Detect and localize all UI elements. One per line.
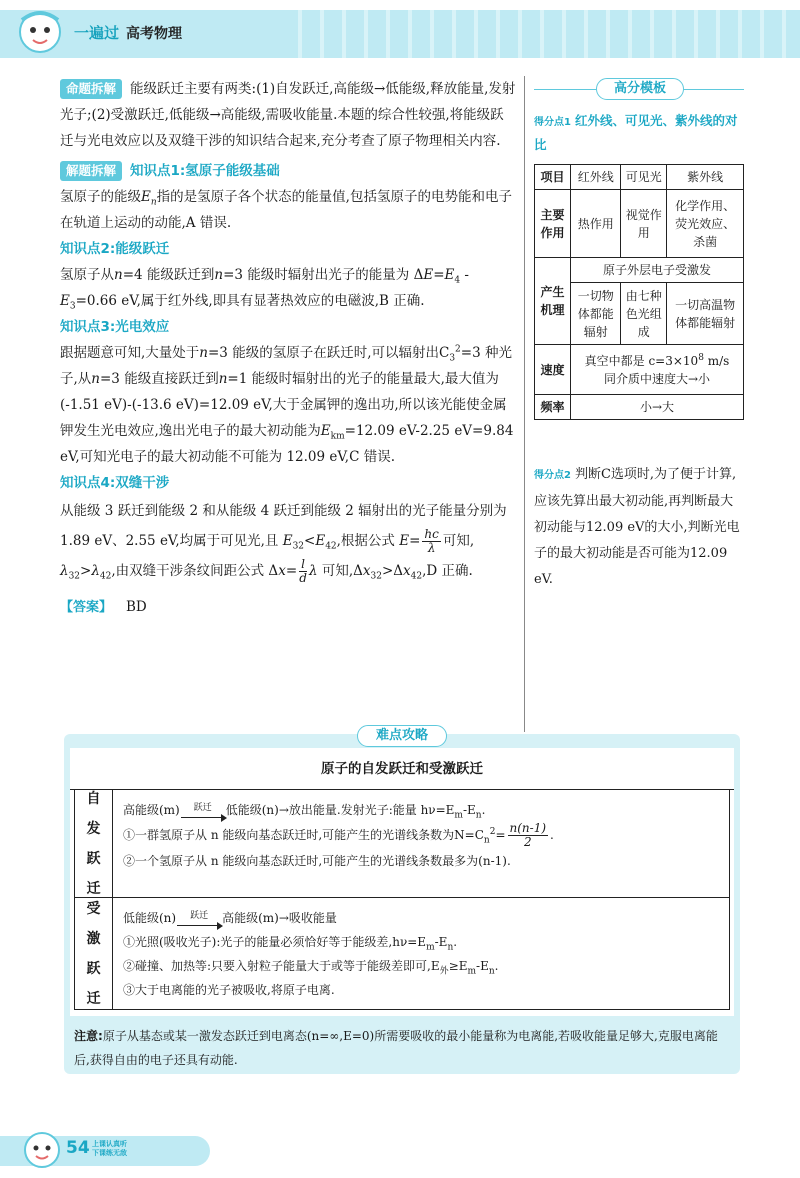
page-footer <box>0 1116 800 1178</box>
frac-den: 2 <box>523 835 532 849</box>
point1-title: 红外线、可见光、紫外线的对比 <box>534 113 738 152</box>
kp3-text-f: =12.09 eV-2.25 eV=9.84 eV,可知光电子的最大初动能不可能为 12.09 eV,C 错误. <box>60 423 514 465</box>
table-cell: 一切物体都能辐射 <box>571 283 621 345</box>
kp2-text-a: 氢原子从 <box>60 267 114 283</box>
kp4-text-d: ,由双缝干涉条纹间距公式 Δ <box>111 563 279 579</box>
text: -E <box>462 803 476 817</box>
note-text: 原子从基态或某一激发态跃迁到电离态(n=∞,E=0)所需要吸收的最小能量称为电离能,若吸收能量足够大,克服电离能后,获得自由的电子还具有动能. <box>74 1029 718 1067</box>
solution-column <box>60 76 516 615</box>
note-paragraph <box>74 1024 730 1072</box>
point1-heading <box>534 110 744 156</box>
kp4-text-f: ,D 正确. <box>422 563 473 579</box>
mascot-icon <box>14 6 66 62</box>
knowledge-point-1: 知识点1:氢原子能级基础 <box>130 163 280 179</box>
page-header <box>0 0 800 68</box>
row-label-char: 发 <box>86 820 101 837</box>
table-cell: 小→大 <box>571 395 744 420</box>
series-name: 一遍过 <box>74 24 120 42</box>
formula-hc-lambda: $\frac{hc}{\lambda}$ <box>424 527 439 555</box>
text: ②碰撞、加热等:只要入射粒子能量大于或等于能级差即可,E <box>123 959 440 973</box>
stimulated-line-2: ①光照(吸收光子):光子的能量必须恰好等于能级差$,h\nu=E_m-E_n$. <box>123 935 458 953</box>
text: -E <box>434 935 448 949</box>
kp3-text-d: =3 能级直接跃迁到 <box>100 371 219 387</box>
kp4-text-c: 可知, <box>442 533 475 549</box>
text: = <box>495 828 506 842</box>
formula-line-count <box>508 822 549 849</box>
kp3-text-c: =3 种光子,从 <box>60 345 512 387</box>
header-stripes <box>280 10 800 58</box>
text: 低能级(n)→放出能量.发射光子:能量 hν=E <box>225 803 455 817</box>
table-row-label: 速度 <box>535 345 571 395</box>
row-label-char: 跃 <box>86 960 101 977</box>
tips-title: 高分模板 <box>596 78 684 100</box>
table-row <box>535 258 744 283</box>
point2-text: 判断C选项时,为了便于计算,应该先算出最大初动能,再判断最大初动能与12.09 eV的大小,判断光电子的最大初动能是否可能为12.09 eV. <box>534 467 740 587</box>
subject-name: 高考物理 <box>126 26 182 42</box>
tips-column <box>534 78 744 593</box>
row-label-char: 迁 <box>86 990 101 1007</box>
point2-badge: 得分点2 <box>534 470 571 481</box>
spontaneous-body <box>123 798 723 873</box>
stimulated-body <box>123 906 723 1002</box>
table-cell: 化学作用、荧光效应、杀菌 <box>667 190 744 258</box>
column-divider <box>524 76 525 732</box>
kp2-text-b: =4 能级跃迁到 <box>122 267 215 283</box>
spontaneous-line-3: ②一个氢原子从 n 能级向基态跃迁时,可能产生的光谱线条数最多为(n-1). <box>123 854 511 868</box>
kp1-text-b: 指的是氢原子各个状态的能量值,包括氢原子的电势能和电子在轨道上运动的动能,A 错误. <box>60 189 512 231</box>
table-row <box>535 190 744 258</box>
kp1-text: 氢原子的能级$E_n$指的是氢原子各个状态的能量值,包括氢原子的电势能和电子在轨道上运动的动能,A 错误. <box>60 189 512 231</box>
knowledge-point-3: 知识点3:光电效应 <box>60 319 170 335</box>
table-header-cell: 紫外线 <box>667 165 744 190</box>
tag-solution: 解题拆解 <box>60 161 122 181</box>
difficult-points-title: 难点攻略 <box>357 725 447 747</box>
answer-label: 【答案】 <box>60 600 113 615</box>
point1-badge: 得分点1 <box>534 117 571 128</box>
formula-l-d: $\frac{l}{d}$ <box>299 557 307 585</box>
comparison-table <box>534 164 744 420</box>
text: 高能级(m) <box>123 803 180 817</box>
text: ①光照(吸收光子):光子的能量必须恰好等于能级差,hν=E <box>123 935 427 949</box>
arrow-label: 跃迁 <box>193 803 212 813</box>
stimulated-line-4: ③大于电离能的光子被吸收,将原子电离. <box>123 983 335 997</box>
footer-slogan <box>92 1140 127 1158</box>
row-label-char: 受 <box>86 900 101 917</box>
text: -E <box>476 959 489 973</box>
point2-paragraph <box>534 462 744 593</box>
text: ≥E <box>448 959 468 973</box>
frac-num: n(n-1) <box>509 821 547 835</box>
table-header-cell: 可见光 <box>621 165 667 190</box>
answer-line <box>60 596 516 615</box>
table-header-cell: 红外线 <box>571 165 621 190</box>
table-cell: 由七种色光组成 <box>621 283 667 345</box>
kp3-text-e: =1 能级时辐射出的光子的能量最大,最大值为(-1.51 eV)-(-13.6 eV)=12.09 eV,大于金属钾的逸出功,所以该光能使金属钾发生光电效应,逸出光电子的最大初动能为 <box>60 371 507 439</box>
mascot-icon <box>20 1126 64 1172</box>
spontaneous-label <box>75 790 113 897</box>
knowledge-point-2: 知识点2:能级跃迁 <box>60 241 170 257</box>
row-label-char: 激 <box>86 930 101 947</box>
row-label-char: 跃 <box>86 850 101 867</box>
text: 高能级(m)→吸收能量 <box>222 911 337 925</box>
kp4-text: 从能级 3 跃迁到能级 2 和从能级 4 跃迁到能级 2 辐射出的光子能量分别为 1.89 eV、2.55 eV,均属于可见光,且 $E_{32}<E_{42}$,根据公式 E= $\frac{hc}{\lambda}$ 可知, $\lambda_{32}>\lambda_{42}$,由双缝干涉条纹间距公式 Δx= $\frac{l}{d}$ λ 可知$,\Delta x_{32}>\Delta x_{42},D$ 正确. <box>60 503 507 585</box>
difficult-points-box <box>64 728 740 1074</box>
arrow-label: 跃迁 <box>190 911 209 921</box>
slogan-line-2: 下课练无敌 <box>92 1149 127 1157</box>
kp4-text-e: 可知,Δ <box>321 563 363 579</box>
table-row-label: 主要作用 <box>535 190 571 258</box>
table-row <box>535 395 744 420</box>
table-cell: 真空中都是 $c=3\times 10^8$ m/s 同介质中速度大→小 <box>571 345 744 395</box>
stimulated-label <box>75 898 113 1009</box>
kp3-text-a: 跟据题意可知,大量处于 <box>60 345 200 361</box>
table-header-cell: 项目 <box>535 165 571 190</box>
kp3-text-b: =3 能级的氢原子在跃迁时,可以辐射出C <box>208 345 450 361</box>
slogan-line-1: 上课认真听 <box>92 1140 127 1148</box>
row-label-char: 自 <box>86 790 101 807</box>
kp2-text-d: =0.66 eV,属于红外线,即具有显著热效应的电磁波,B 正确. <box>75 293 425 309</box>
transition-table-head: 原子的自发跃迁和受激跃迁 <box>70 748 734 790</box>
table-cell: 视觉作用 <box>621 190 667 258</box>
spontaneous-row <box>74 790 730 898</box>
table-cell: 一切高温物体都能辐射 <box>667 283 744 345</box>
answer-value: BD <box>126 599 147 615</box>
tips-title-bar <box>534 78 744 100</box>
speed-unit: m/s <box>703 353 730 368</box>
kp1-text-a: 氢原子的能级 <box>60 189 141 205</box>
kp4-text-a: 从能级 3 跃迁到能级 2 和从能级 4 跃迁到能级 2 辐射出的光子能量分别为 1.89 eV、2.55 eV,均属于可见光,且 <box>60 503 507 549</box>
tag-analysis: 命题拆解 <box>60 79 122 99</box>
row-label-char: 迁 <box>86 880 101 897</box>
kp2-text: 氢原子从n=4 能级跃迁到n=3 能级时辐射出光子的能量为 $\Delta E=E_4 - E_3=0.66$ eV,属于红外线,即具有显著热效应的电磁波,B 正确. <box>60 267 469 312</box>
spontaneous-line-1: 高能级(m) 跃迁 低能级(n)→放出能量.发射光子:能量 $h\nu=E_m-E_n$. <box>123 803 486 821</box>
transition-arrow-icon <box>181 803 225 818</box>
spontaneous-line-2: ①一群氢原子从 n 能级向基态跃迁时,可能产生的光谱线条数为$N=C_n^2=$ $\frac{n(n-1)}{2}$ . <box>123 821 554 849</box>
table-row-label: 产生机理 <box>535 258 571 345</box>
solution-heading <box>60 158 516 184</box>
text: 低能级(n) <box>123 911 177 925</box>
speed-line-2: 同介质中速度大→小 <box>603 371 711 386</box>
transition-table <box>70 748 734 1016</box>
knowledge-point-4: 知识点4:双缝干涉 <box>60 475 170 491</box>
table-row-label: 频率 <box>535 395 571 420</box>
table-cell: 原子外层电子受激发 <box>571 258 744 283</box>
kp4-text-b: ,根据公式 <box>336 533 395 549</box>
stimulated-row <box>74 898 730 1010</box>
table-row <box>535 165 744 190</box>
note-label: 注意: <box>74 1029 103 1043</box>
transition-arrow-icon <box>177 911 221 926</box>
table-row <box>535 345 744 395</box>
analysis-text: 能级跃迁主要有两类:(1)自发跃迁,高能级→低能级,释放能量,发射光子;(2)受激跃迁,低能级→高能级,需吸收能量.本题的综合性较强,将能级跃迁与光电效应以及双缝干涉的知识结合起来,充分考查了原子物理相关内容. <box>60 81 516 149</box>
table-cell: 热作用 <box>571 190 621 258</box>
analysis-paragraph <box>60 76 516 154</box>
stimulated-line-3: ②碰撞、加热等:只要入射粒子能量大于或等于能级差即可$,E_外\ge E_m-E_n$. <box>123 959 499 977</box>
page-number: 54 <box>66 1138 90 1158</box>
kp3-text: 跟据题意可知,大量处于n=3 能级的氢原子在跃迁时,可以辐射出$C_3^2=3$ 种光子,从n=3 能级直接跃迁到n=1 能级时辐射出的光子的能量最大,最大值为(-1.51 eV)-(-13.6 eV)=12.09 eV,大于金属钾的逸出功,所以该光能使金属钾发生光电效应,逸出光电子的最大初动能为$E_{km}=12.09$ eV-2.25 eV=9.84 eV,可知光电子的最大初动能不可能为 12.09 eV,C 错误. <box>60 344 514 465</box>
stimulated-line-1 <box>123 906 723 930</box>
speed-line-1: 真空中都是 c=3×10 <box>584 353 699 368</box>
kp2-text-c: =3 能级时辐射出光子的能量为 Δ <box>223 267 424 283</box>
text: ①一群氢原子从 n 能级向基态跃迁时,可能产生的光谱线条数为N=C <box>123 828 484 842</box>
